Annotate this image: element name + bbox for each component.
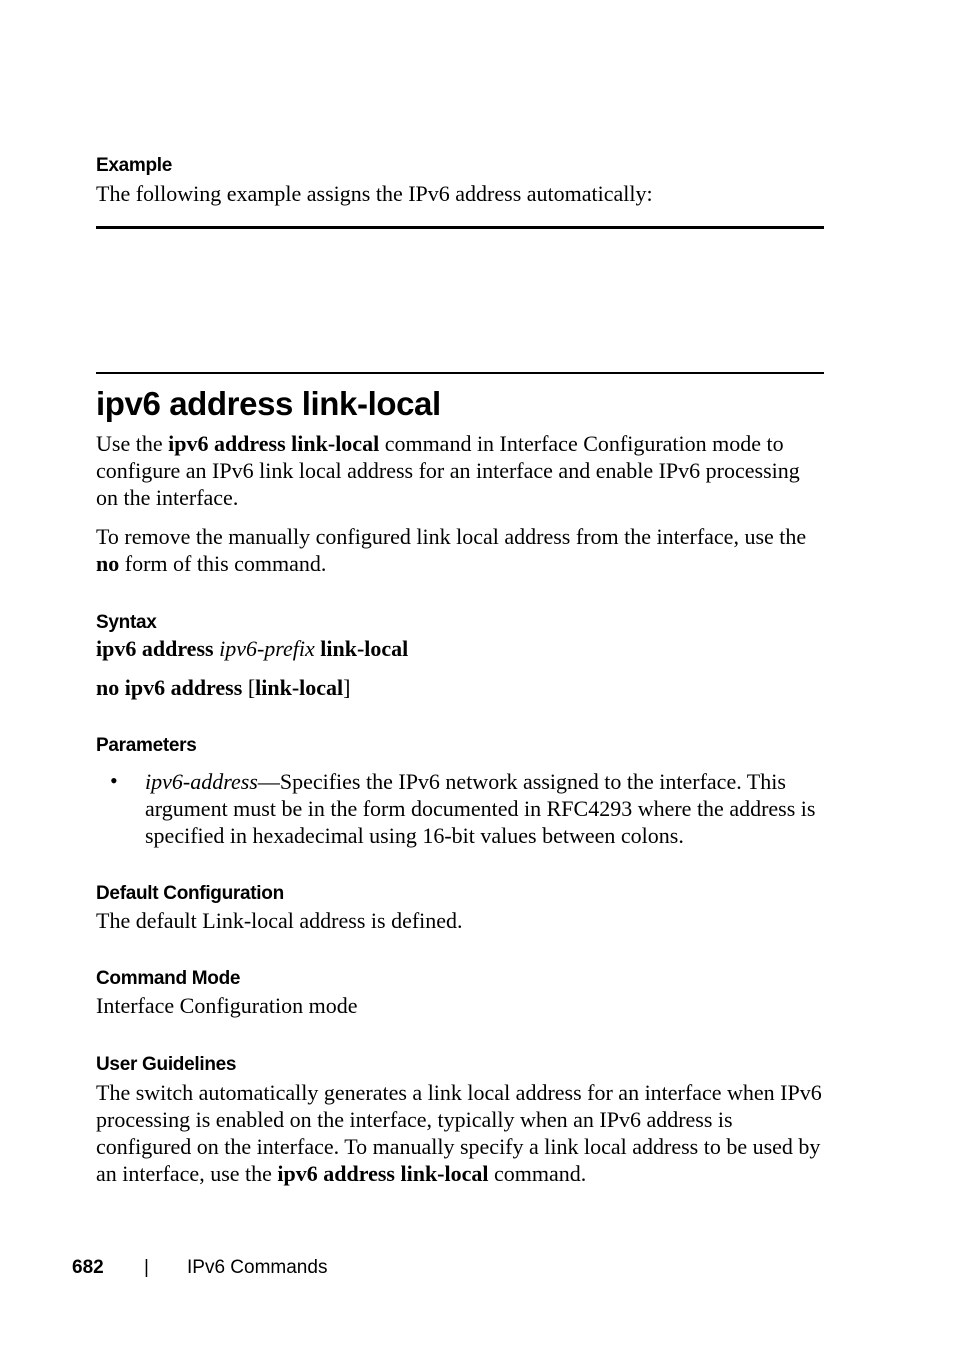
remove-keyword: no <box>96 551 120 576</box>
syntax-1-kw: link-local <box>320 636 409 661</box>
guidelines-command: ipv6 address link-local <box>277 1161 489 1186</box>
remove-pre: To remove the manually configured link local address from the interface, use the <box>96 524 807 549</box>
intro-command: ipv6 address link-local <box>168 431 380 456</box>
default-config-text: The default Link-local address is defined. <box>96 908 463 933</box>
example-text: The following example assigns the IPv6 address automatically: <box>96 181 653 206</box>
syntax-2-kw: link-local <box>255 675 344 700</box>
intro-paragraph <box>96 430 826 511</box>
section-rule <box>96 372 824 374</box>
remove-post: form of this command. <box>119 551 327 576</box>
intro-post: command in Interface Configuration mode to configure an IPv6 link local address for an interface and enable IPv6 processing on the interface. <box>96 431 800 510</box>
parameter-item <box>145 768 825 849</box>
syntax-1-cmd: ipv6 address <box>96 636 214 661</box>
chapter-title: IPv6 Commands <box>187 1257 328 1278</box>
intro-pre: Use the <box>96 431 169 456</box>
page-title: ipv6 address link-local <box>96 385 441 422</box>
parameter-name: ipv6-address <box>145 769 258 794</box>
bullet-icon: • <box>110 768 118 793</box>
syntax-heading: Syntax <box>96 612 157 633</box>
user-guidelines-text <box>96 1079 826 1187</box>
remove-paragraph <box>96 523 826 577</box>
footer-separator: | <box>144 1257 149 1278</box>
command-mode-text: Interface Configuration mode <box>96 993 358 1018</box>
syntax-line-2 <box>96 674 826 701</box>
default-config-heading: Default Configuration <box>96 883 284 904</box>
user-guidelines-heading: User Guidelines <box>96 1054 237 1075</box>
syntax-1-arg: ipv6-prefix <box>219 636 315 661</box>
guidelines-post: command. <box>488 1161 587 1186</box>
syntax-2-cmd: no ipv6 address <box>96 675 243 700</box>
example-heading: Example <box>96 155 173 176</box>
parameters-heading: Parameters <box>96 735 197 756</box>
syntax-line-1 <box>96 635 826 662</box>
syntax-2-open: [ <box>247 675 256 700</box>
parameter-desc: —Specifies the IPv6 network assigned to the interface. This argument must be in the form documented in RFC4293 where the address is specified in hexadecimal using 16-bit values between colons. <box>145 769 816 848</box>
page-number: 682 <box>72 1257 104 1278</box>
command-mode-heading: Command Mode <box>96 968 241 989</box>
example-rule <box>96 226 824 229</box>
guidelines-pre: The switch automatically generates a link local address for an interface when IPv6 processing is enabled on the interface, typically when an IPv6 address is configured on the interface. To manually specify a link local address to be used by an interface, use the <box>96 1080 822 1186</box>
syntax-2-close: ] <box>343 675 351 700</box>
